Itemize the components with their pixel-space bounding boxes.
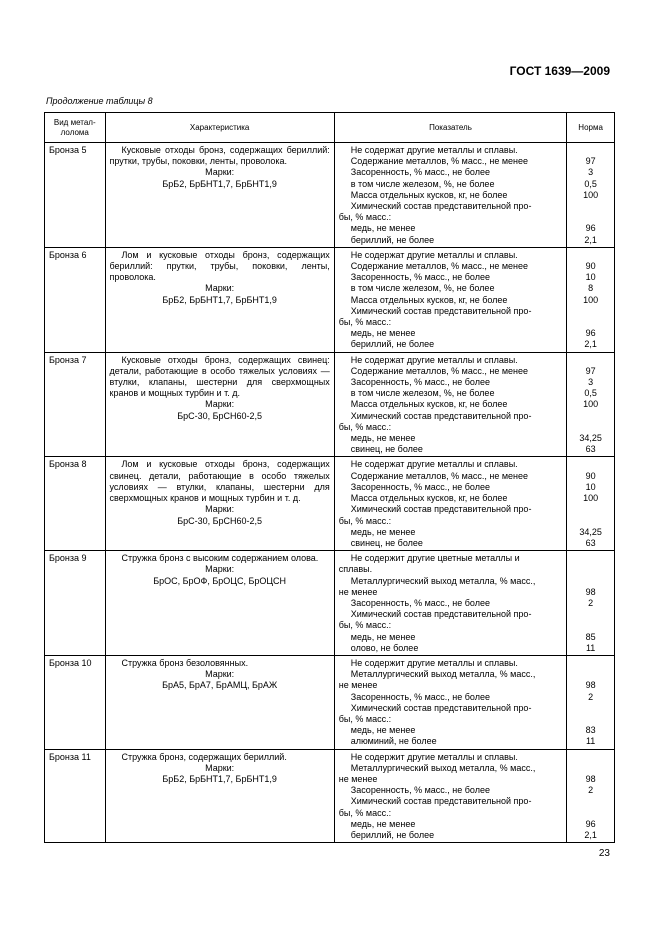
marks-list: БрА5, БрА7, БрАМЦ, БрАЖ: [162, 680, 278, 691]
cell-indicator: [334, 749, 566, 843]
indicator-line: Не содержат другие металлы и сплавы.: [350, 145, 518, 155]
indicator-line: не менее: [338, 586, 378, 597]
indicator-line: бы, % масс.:: [338, 212, 392, 223]
indicator-line: Масса отдельных кусков, кг, не более: [350, 399, 508, 410]
cell-indicator: [334, 655, 566, 749]
indicator-line: бериллий, не более: [350, 829, 435, 840]
cell-norm: [567, 551, 615, 656]
norm-value: 10: [585, 481, 596, 492]
indicator-line: Засоренность, % масс., не более: [350, 597, 490, 608]
indicator-line: Не содержат другие металлы и сплавы.: [350, 354, 518, 365]
indicator-line: Засоренность, % масс., не более: [350, 691, 490, 702]
norm-value: [567, 411, 614, 422]
indicator-line: медь, не менее: [350, 223, 416, 234]
norm-value: 2,1: [584, 829, 597, 840]
norm-value: [567, 796, 614, 807]
description-text: Кусковые отходы бронз, содержащих свинец: детали, работающие в особо тяжелых условиях — втулки, клапаны, шестерни для сверхмощных кранов и мощных турбин и т. д.: [109, 354, 330, 399]
indicator-line: бы, % масс.:: [338, 317, 392, 328]
header-characteristic: Характеристика: [105, 113, 334, 143]
norm-value: [567, 609, 614, 620]
table-row: [45, 457, 615, 551]
indicator-line: медь, не менее: [350, 725, 416, 736]
norm-value: 100: [583, 189, 599, 200]
norm-value: [567, 576, 614, 587]
table-row: [45, 655, 615, 749]
norm-value: 8: [588, 283, 594, 294]
indicator-line: олово, не более: [350, 642, 419, 653]
description-text: Лом и кусковые отходы бронз, содержащих бериллий: прутки, трубы, поковки, ленты, проволока.: [109, 249, 330, 283]
norm-value: 34,25: [579, 433, 602, 444]
indicator-line: медь, не менее: [350, 631, 416, 642]
norm-value: 3: [588, 377, 594, 388]
indicator-line: Засоренность, % масс., не более: [350, 481, 490, 492]
norm-value: 2: [588, 785, 594, 796]
norm-value: [567, 669, 614, 680]
cell-indicator: [334, 352, 566, 457]
norm-value: [567, 658, 614, 669]
norm-value: 85: [585, 631, 596, 642]
norm-value: [567, 703, 614, 714]
cell-norm: [567, 655, 615, 749]
cell-characteristic: [105, 247, 334, 352]
indicator-line: свинец, не более: [350, 444, 423, 455]
marks-list: БрС-30, БрСН60-2,5: [177, 410, 263, 421]
norm-value: 98: [585, 773, 596, 784]
norm-value: [567, 504, 614, 515]
norm-value: 11: [585, 736, 596, 747]
indicator-line: Содержание металлов, % масс., не менее: [350, 261, 529, 272]
marks-list: БрОС, БрОФ, БрОЦС, БрОЦСН: [153, 575, 287, 586]
norm-value: 100: [583, 294, 599, 305]
norm-value: [567, 516, 614, 527]
indicator-line: Химический состав представительной про-: [350, 410, 532, 421]
indicator-line: бы, % масс.:: [338, 515, 392, 526]
indicator-line: бы, % масс.:: [338, 713, 392, 724]
norm-value: 3: [588, 167, 594, 178]
cell-kind: Бронза 5: [45, 143, 106, 248]
cell-indicator: [334, 247, 566, 352]
indicator-line: бы, % масс.:: [338, 421, 392, 432]
table-header: [45, 113, 615, 143]
norm-value: 90: [585, 261, 596, 272]
cell-characteristic: [105, 749, 334, 843]
marks-list: БрБ2, БрБНТ1,7, БрБНТ1,9: [162, 294, 277, 305]
norm-value: 0,5: [584, 178, 597, 189]
cell-kind: Бронза 6: [45, 247, 106, 352]
marks-label: Марки:: [205, 399, 235, 410]
norm-value: 83: [585, 725, 596, 736]
indicator-line: в том числе железом, %, не более: [350, 178, 495, 189]
indicator-line: Засоренность, % масс., не более: [350, 377, 490, 388]
cell-characteristic: [105, 143, 334, 248]
norm-value: 90: [585, 470, 596, 481]
norm-value: [567, 553, 614, 564]
cell-kind: Бронза 7: [45, 352, 106, 457]
norm-value: 63: [585, 444, 596, 455]
indicator-line: Химический состав представительной про-: [350, 201, 532, 212]
indicator-line: Не содержат другие металлы и сплавы.: [350, 249, 518, 260]
indicator-line: Металлургический выход металла, % масс.,: [350, 575, 536, 586]
cell-norm: [567, 457, 615, 551]
marks-label: Марки:: [205, 167, 235, 178]
cell-indicator: [334, 551, 566, 656]
norm-value: 2: [588, 691, 594, 702]
norm-value: 96: [585, 818, 596, 829]
norm-value: 2,1: [584, 339, 597, 350]
indicator-line: Не содержит другие металлы и сплавы.: [350, 751, 518, 762]
marks-label: Марки:: [205, 669, 235, 680]
indicator-line: бы, % масс.:: [338, 620, 392, 631]
indicator-line: медь, не менее: [350, 818, 416, 829]
norm-value: 2: [588, 597, 594, 608]
header-indicator: Показатель: [334, 113, 566, 143]
norm-value: [567, 564, 614, 575]
norm-value: [567, 763, 614, 774]
norm-value: 96: [585, 223, 596, 234]
marks-list: БрБ2, БрБНТ1,7, БрБНТ1,9: [162, 773, 277, 784]
indicator-line: Химический состав представительной про-: [350, 702, 532, 713]
indicator-line: Химический состав представительной про-: [350, 504, 532, 515]
norm-value: [567, 752, 614, 763]
page-number: 23: [598, 848, 610, 859]
norm-value: 10: [585, 272, 596, 283]
norm-value: [567, 145, 614, 156]
indicator-line: свинец, не более: [350, 537, 423, 548]
indicator-line: медь, не менее: [350, 433, 416, 444]
table-row: [45, 551, 615, 656]
norm-value: [567, 201, 614, 212]
description-text: Стружка бронз с высоким содержанием олова.: [121, 553, 319, 564]
indicator-line: Содержание металлов, % масс., не менее: [350, 470, 529, 481]
indicator-line: не менее: [338, 773, 378, 784]
marks-label: Марки:: [205, 283, 235, 294]
norm-value: 97: [585, 156, 596, 167]
norm-value: [567, 355, 614, 366]
indicator-line: алюминий, не более: [350, 736, 437, 747]
cell-norm: [567, 247, 615, 352]
norm-value: 98: [585, 680, 596, 691]
indicator-line: сплавы.: [338, 564, 373, 575]
cell-kind: Бронза 11: [45, 749, 106, 843]
scrap-table: [44, 112, 615, 843]
norm-value: 11: [585, 642, 596, 653]
indicator-line: Химический состав представительной про-: [350, 796, 532, 807]
indicator-line: Масса отдельных кусков, кг, не более: [350, 294, 508, 305]
indicator-line: бериллий, не более: [350, 339, 435, 350]
indicator-line: Химический состав представительной про-: [350, 609, 532, 620]
marks-list: БрБ2, БрБНТ1,7, БрБНТ1,9: [162, 178, 277, 189]
indicator-line: Не содержат другие металлы и сплавы.: [350, 459, 518, 470]
indicator-line: Масса отдельных кусков, кг, не более: [350, 493, 508, 504]
norm-value: [567, 808, 614, 819]
indicator-line: бериллий, не более: [350, 234, 435, 245]
description-text: Лом и кусковые отходы бронз, содержащих свинец. детали, работающие в особо тяжелых условиях — втулки, клапаны, шестерни для сверхмощных кранов и мощных турбин и т. д.: [109, 459, 330, 504]
table-row: [45, 247, 615, 352]
indicator-line: медь, не менее: [350, 328, 416, 339]
indicator-line: Химический состав представительной про-: [350, 305, 532, 316]
header-norm: Норма: [567, 113, 615, 143]
cell-kind: Бронза 9: [45, 551, 106, 656]
indicator-line: в том числе железом, %, не более: [350, 283, 495, 294]
cell-indicator: [334, 457, 566, 551]
norm-value: [567, 459, 614, 470]
description-text: Стружка бронз, содержащих бериллий.: [121, 751, 287, 762]
standard-number: ГОСТ 1639—2009: [509, 64, 610, 78]
cell-indicator: [334, 143, 566, 248]
norm-value: [567, 306, 614, 317]
cell-kind: Бронза 8: [45, 457, 106, 551]
norm-value: [567, 317, 614, 328]
description-text: Кусковые отходы бронз, содержащих бериллий: прутки, трубы, поковки, ленты, проволока.: [109, 145, 330, 167]
header-kind: Вид метал- лолома: [45, 113, 106, 143]
indicator-line: медь, не менее: [350, 526, 416, 537]
cell-norm: [567, 143, 615, 248]
indicator-line: Засоренность, % масс., не более: [350, 272, 490, 283]
norm-value: 100: [583, 493, 599, 504]
marks-label: Марки:: [205, 564, 235, 575]
norm-value: [567, 714, 614, 725]
table-caption: Продолжение таблицы 8: [46, 96, 153, 106]
norm-value: [567, 422, 614, 433]
indicator-line: Масса отдельных кусков, кг, не более: [350, 189, 508, 200]
norm-value: 96: [585, 328, 596, 339]
table-row: [45, 749, 615, 843]
indicator-line: Содержание металлов, % масс., не менее: [350, 156, 529, 167]
cell-characteristic: [105, 655, 334, 749]
indicator-line: Не содержит другие металлы и сплавы.: [350, 657, 518, 668]
indicator-line: Металлургический выход металла, % масс.,: [350, 762, 536, 773]
norm-value: 0,5: [584, 388, 597, 399]
indicator-line: Засоренность, % масс., не более: [350, 167, 490, 178]
norm-value: 63: [585, 537, 596, 548]
cell-kind: Бронза 10: [45, 655, 106, 749]
norm-value: [567, 620, 614, 631]
indicator-line: в том числе железом, %, не более: [350, 388, 495, 399]
indicator-line: бы, % масс.:: [338, 807, 392, 818]
marks-list: БрС-30, БрСН60-2,5: [177, 515, 263, 526]
cell-characteristic: [105, 352, 334, 457]
norm-value: 97: [585, 365, 596, 376]
norm-value: 98: [585, 586, 596, 597]
description-text: Стружка бронз безоловянных.: [121, 657, 249, 668]
cell-characteristic: [105, 551, 334, 656]
norm-value: [567, 212, 614, 223]
indicator-line: Содержание металлов, % масс., не менее: [350, 365, 529, 376]
indicator-line: Металлургический выход металла, % масс.,: [350, 669, 536, 680]
norm-value: 100: [583, 399, 599, 410]
cell-norm: [567, 749, 615, 843]
cell-norm: [567, 352, 615, 457]
indicator-line: Не содержит другие цветные металлы и: [350, 553, 520, 564]
table-row: [45, 143, 615, 248]
marks-label: Марки:: [205, 762, 235, 773]
cell-characteristic: [105, 457, 334, 551]
norm-value: [567, 250, 614, 261]
marks-label: Марки:: [205, 504, 235, 515]
table-row: [45, 352, 615, 457]
norm-value: 2,1: [584, 234, 597, 245]
indicator-line: Засоренность, % масс., не более: [350, 785, 490, 796]
indicator-line: не менее: [338, 680, 378, 691]
norm-value: 34,25: [579, 526, 602, 537]
